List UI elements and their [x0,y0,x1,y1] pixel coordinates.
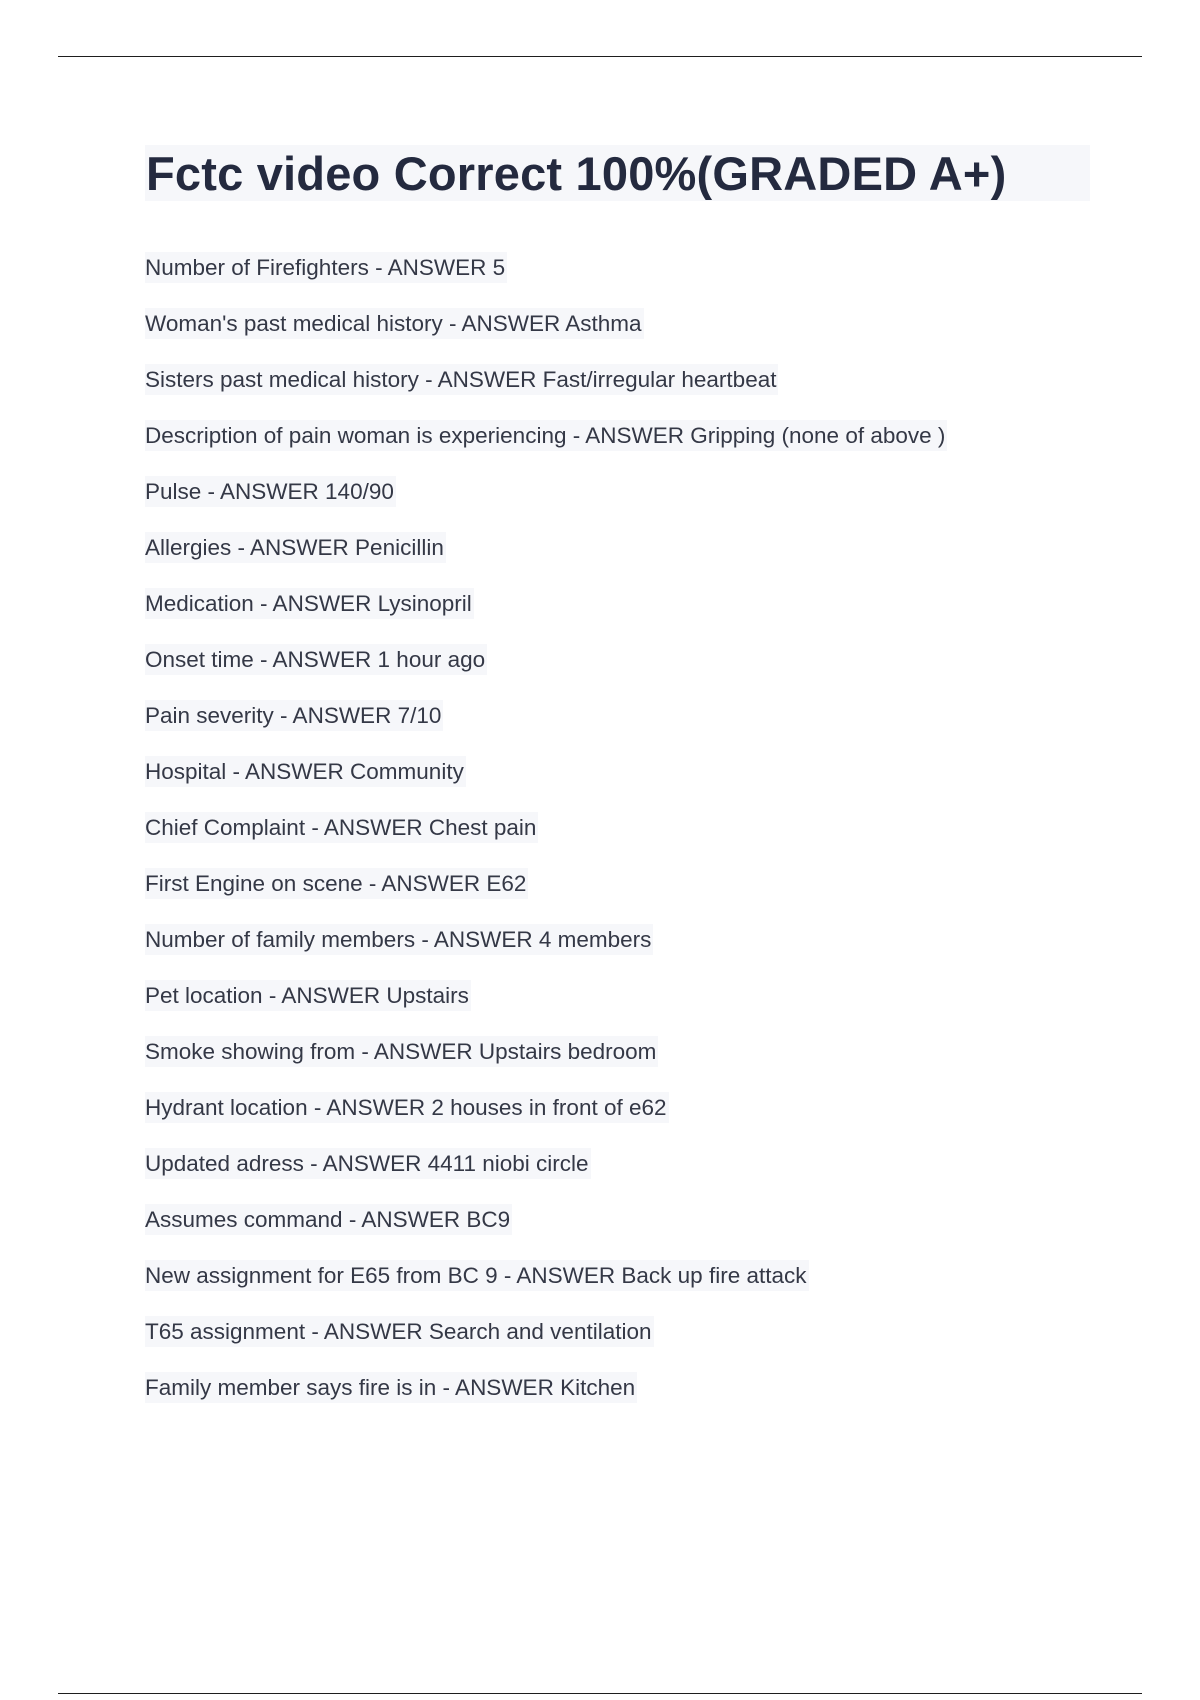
qa-item [145,756,947,812]
qa-text: Medication - ANSWER Lysinopril [145,588,474,619]
bottom-rule [58,1693,1142,1694]
qa-text: Allergies - ANSWER Penicillin [145,532,446,563]
qa-item [145,1092,947,1148]
qa-item [145,308,947,364]
qa-item [145,812,947,868]
qa-text: New assignment for E65 from BC 9 - ANSWER Back up fire attack [145,1260,809,1291]
qa-item [145,1316,947,1372]
qa-item [145,532,947,588]
qa-text: Assumes command - ANSWER BC9 [145,1204,512,1235]
qa-item [145,644,947,700]
qa-item [145,868,947,924]
qa-text: Hospital - ANSWER Community [145,756,466,787]
qa-text: Woman's past medical history - ANSWER Asthma [145,308,644,339]
qa-item [145,924,947,980]
qa-text: Description of pain woman is experiencing - ANSWER Gripping (none of above ) [145,420,947,451]
qa-text: T65 assignment - ANSWER Search and ventilation [145,1316,654,1347]
qa-text: Pain severity - ANSWER 7/10 [145,700,443,731]
qa-item [145,476,947,532]
qa-text: Pulse - ANSWER 140/90 [145,476,396,507]
qa-list [145,252,947,1428]
qa-item [145,700,947,756]
qa-item [145,252,947,308]
qa-text: Number of Firefighters - ANSWER 5 [145,252,507,283]
qa-text: Sisters past medical history - ANSWER Fast/irregular heartbeat [145,364,778,395]
qa-text: Pet location - ANSWER Upstairs [145,980,471,1011]
qa-text: Smoke showing from - ANSWER Upstairs bedroom [145,1036,658,1067]
qa-text: Family member says fire is in - ANSWER Kitchen [145,1372,637,1403]
qa-item [145,1260,947,1316]
qa-item [145,1204,947,1260]
qa-text: Chief Complaint - ANSWER Chest pain [145,812,538,843]
qa-text: Hydrant location - ANSWER 2 houses in front of e62 [145,1092,669,1123]
document-title: Fctc video Correct 100%(GRADED A+) [146,147,1007,200]
qa-item [145,1148,947,1204]
qa-text: Onset time - ANSWER 1 hour ago [145,644,487,675]
qa-item [145,588,947,644]
qa-text: First Engine on scene - ANSWER E62 [145,868,528,899]
top-rule [58,56,1142,57]
qa-item [145,364,947,420]
qa-item [145,980,947,1036]
qa-text: Number of family members - ANSWER 4 members [145,924,653,955]
qa-item [145,1372,947,1428]
qa-item [145,1036,947,1092]
qa-item [145,420,947,476]
qa-text: Updated adress - ANSWER 4411 niobi circle [145,1148,591,1179]
